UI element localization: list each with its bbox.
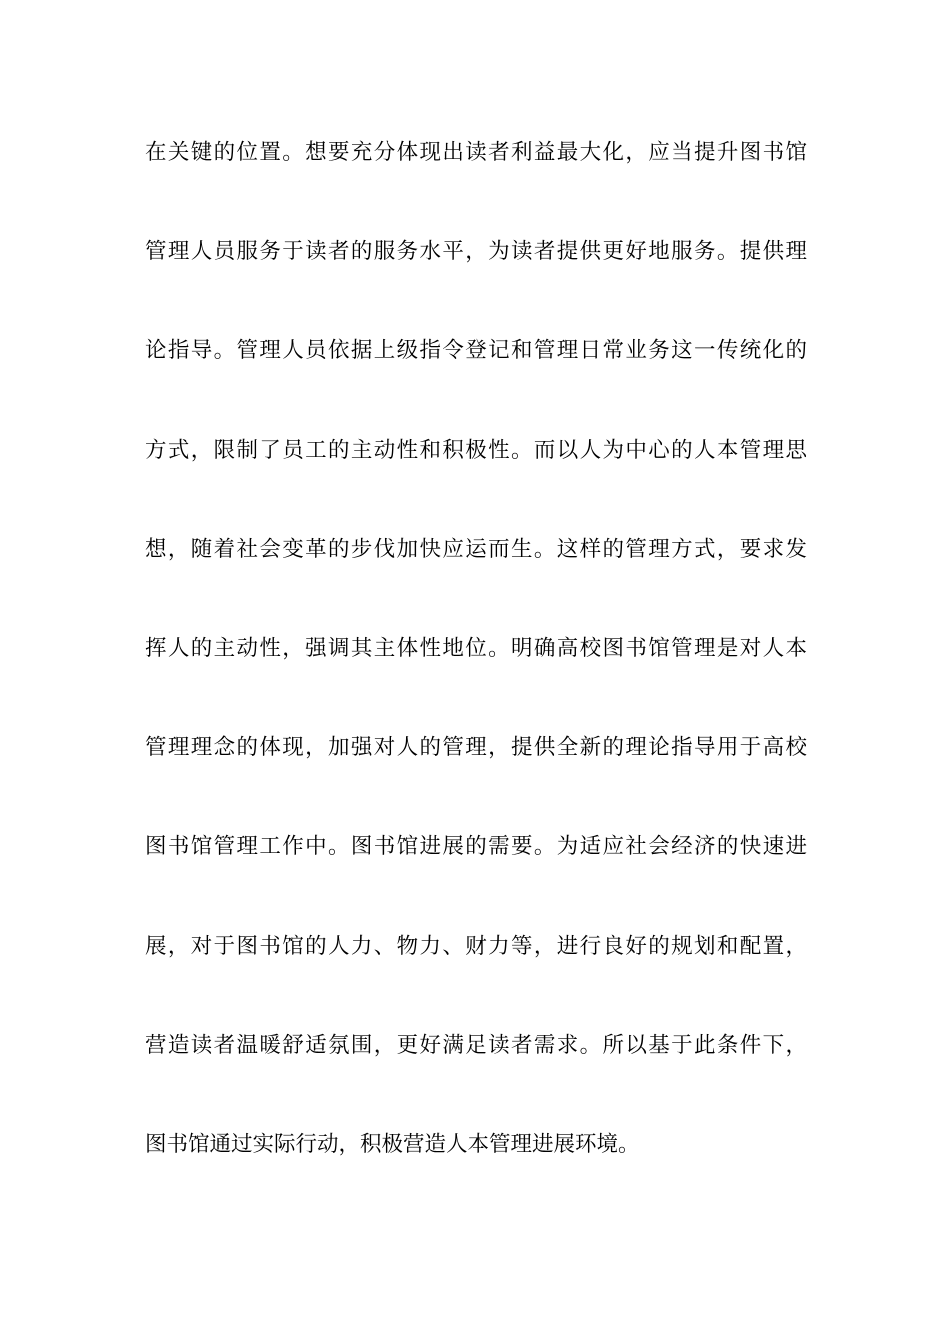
text-line-10: 营造读者温暖舒适氛围，更好满足读者需求。所以基于此条件下，	[145, 1032, 807, 1058]
text-line-4: 方式，限制了员工的主动性和积极性。而以人为中心的人本管理思	[145, 437, 807, 463]
text-line-3: 论指导。管理人员依据上级指令登记和管理日常业务这一传统化的	[145, 338, 807, 364]
text-line-9: 展，对于图书馆的人力、物力、财力等，进行良好的规划和配置，	[145, 933, 807, 959]
text-line-6: 挥人的主动性，强调其主体性地位。明确高校图书馆管理是对人本	[145, 635, 807, 661]
body-paragraph	[145, 137, 807, 1228]
text-line-7: 管理理念的体现，加强对人的管理，提供全新的理论指导用于高校	[145, 735, 807, 761]
text-line-8: 图书馆管理工作中。图书馆进展的需要。为适应社会经济的快速进	[145, 834, 807, 860]
text-line-1: 在关键的位置。想要充分体现出读者利益最大化，应当提升图书馆	[145, 140, 807, 165]
text-line-2: 管理人员服务于读者的服务水平，为读者提供更好地服务。提供理	[145, 239, 807, 265]
text-line-11: 图书馆通过实际行动，积极营造人本管理进展环境。	[145, 1131, 640, 1157]
text-line-5: 想，随着社会变革的步伐加快应运而生。这样的管理方式，要求发	[145, 536, 807, 562]
